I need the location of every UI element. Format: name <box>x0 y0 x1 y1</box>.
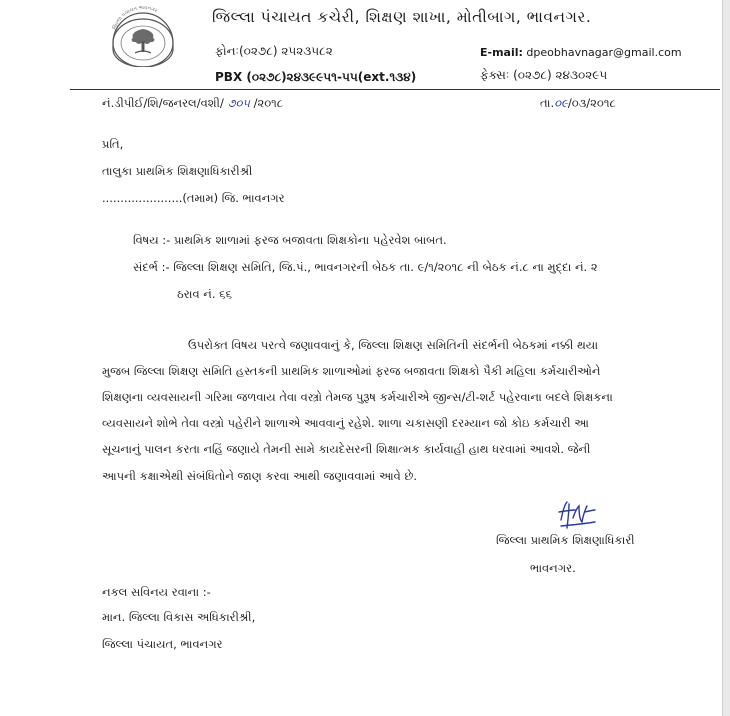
phone-number: ફોનઃ(૦૨૭૮) ૨૫૨૩૫૮૨ <box>215 44 333 58</box>
body-paragraph-line: સૂચનાનું પાલન કરતા નહિં જણાયે તેમની સામે કાયદેસરની શિક્ષાત્મક કાર્યવાહી હાથ ધરવામાં આવશે. જેની <box>102 442 591 456</box>
date-rest: /૦૩/૨૦૧૮ <box>567 96 616 110</box>
reference-number <box>102 96 283 111</box>
reference-line-2: ઠરાવ નં. ૬૬ <box>177 287 233 301</box>
district-seal-logo <box>100 3 186 67</box>
body-paragraph-line: આપની કક્ષાએથી સંબંધિતોને જાણ કરવા આથી જણાવવામાં આવે છે. <box>102 469 418 483</box>
fax-number: ફેક્સઃ (૦૨૭૮) ૨૪૩૦૨૯૫ <box>480 68 608 82</box>
signatory-title: જિલ્લા પ્રાથમિક શિક્ષણાધિકારી <box>496 533 635 547</box>
date-prefix: તા. <box>540 96 555 110</box>
copy-recipient-line: માન. જિલ્લા વિકાસ અધિકારીશ્રી, <box>102 610 256 624</box>
header-divider <box>70 89 720 90</box>
addressee-place: ......................(તમામ) જિ. ભાવનગર <box>102 191 285 205</box>
reference-line-1: સંદર્ભ :- જિલ્લા શિક્ષણ સમિતિ, જિ.પં., ભાવનગરની બેઠક તા. ૯/૧/૨૦૧૮ ની બેઠક નં.૮ ના મુદ્દા નં. ૨ <box>133 260 598 274</box>
email-address: dpeobhavnagar@gmail.com <box>526 46 682 59</box>
subject-line: વિષય :- પ્રાથમિક શાળામાં ફરજ બજાવતા શિક્ષકોના પહેરવેશ બાબત. <box>133 233 447 247</box>
reference-year: /૨૦૧૮ <box>253 96 284 110</box>
reference-handwritten-number: ૭૦૫ <box>227 96 250 110</box>
seal-text: જિલ્લા પંચાયત ભાવનગર <box>111 4 159 31</box>
email-label: E-mail: <box>480 46 523 59</box>
body-paragraph-line: શિક્ષણના વ્યવસાયની ગરિમા જળવાય તેવા વસ્ત્રો તેમજ પુરૂષ કર્મચારીએ જીન્સ/ટી-શર્ટ પહેરવાના બદલે શિક્ષકના <box>102 390 613 404</box>
handwritten-signature <box>555 498 597 532</box>
copy-recipient-line: જિલ્લા પંચાયત, ભાવનગર <box>102 637 223 651</box>
body-paragraph-line: વ્યવસાયને શોભે તેવા વસ્ત્રો પહેરીને શાળાએ આવવાનું રહેશે. શાળા ચકાસણી દરમ્યાન જો કોઇ કર્મચારી આ <box>102 416 589 430</box>
copy-to-heading: નકલ સવિનય રવાના :- <box>102 585 211 599</box>
office-title: જિલ્લા પંચાયત કચેરી, શિક્ષણ શાખા, મોતીબાગ, ભાવનગર. <box>212 8 592 26</box>
signatory-place: ભાવનગર. <box>530 561 576 575</box>
letter-date <box>540 96 616 111</box>
pbx-number: PBX (૦૨૭૮)૨૪૩૯૯૫૧-૫૫(ext.૧૩૪) <box>215 70 417 84</box>
salutation-prati: પ્રતિ, <box>102 137 124 151</box>
body-paragraph-line: ઉપરોક્ત વિષય પરત્વે જણાવવાનું કે, જિલ્લા શિક્ષણ સમિતિની સંદર્ભની બેઠકમાં નક્કી થયા <box>188 338 599 352</box>
body-paragraph-line: મુજબ જિલ્લા શિક્ષણ સમિતિ હસ્તકની પ્રાથમિક શાળાઓમાં ફરજ બજાવતા શિક્ષકો પૈકી મહિલા કર્મચારીઓને <box>102 364 601 378</box>
addressee: તાલુકા પ્રાથમિક શિક્ષણાધિકારીશ્રી <box>102 164 253 178</box>
email-line <box>480 46 682 59</box>
reference-prefix: નં.ડીપીઈ/શિ/જનરલ/વશી/ <box>102 96 224 110</box>
date-handwritten-day: ૦૯ <box>554 96 568 110</box>
page-edge <box>722 0 730 716</box>
